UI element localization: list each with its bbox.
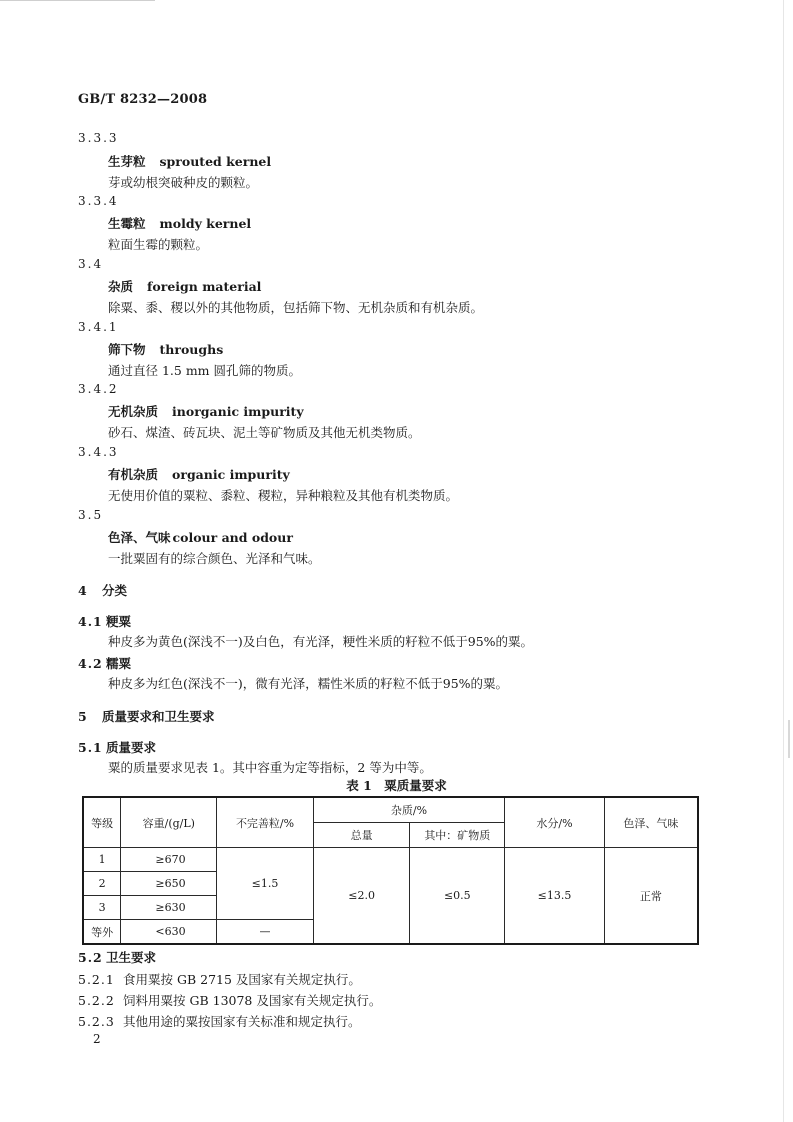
header-grade: 等级 xyxy=(83,797,121,848)
clause-heading xyxy=(78,612,131,630)
section-number: 5 xyxy=(78,709,87,724)
table-row xyxy=(83,848,698,872)
clause-number: 5.1 xyxy=(78,740,103,755)
term-en: moldy kernel xyxy=(159,216,252,231)
term-heading xyxy=(108,465,290,483)
sub-clause-text: 饲料用粟按 GB 13078 及国家有关规定执行。 xyxy=(123,993,382,1008)
section-title: 质量要求和卫生要求 xyxy=(102,709,215,724)
term-heading xyxy=(108,528,293,546)
term-definition: 无使用价值的粟粒、黍粒、稷粒，异种粮粒及其他有机类物质。 xyxy=(108,488,459,503)
term-zh: 色泽、气味 xyxy=(108,530,171,545)
quality-table xyxy=(82,796,699,945)
clause-text: 种皮多为红色(深浅不一)，微有光泽，糯性米质的籽粒不低于95%的粟。 xyxy=(108,676,509,691)
clause-title: 糯粟 xyxy=(106,656,132,671)
header-impurity: 杂质/% xyxy=(313,797,504,823)
clause-title: 卫生要求 xyxy=(106,950,157,965)
term-en: colour and odour xyxy=(172,530,293,545)
term-definition: 芽或幼根突破种皮的颗粒。 xyxy=(108,175,259,190)
term-zh: 生芽粒 xyxy=(108,154,146,169)
term-en: inorganic impurity xyxy=(172,404,304,419)
term-definition: 砂石、煤渣、砖瓦块、泥土等矿物质及其他无机类物质。 xyxy=(108,425,421,440)
header-colour-odour: 色泽、气味 xyxy=(604,797,698,848)
clause-text: 粟的质量要求见表 1。其中容重为定等指标，2 等为中等。 xyxy=(108,760,432,775)
term-zh: 杂质 xyxy=(108,279,134,294)
page-mark xyxy=(788,720,790,758)
cell-density: ≥650 xyxy=(121,872,217,896)
cell-moisture: ≤13.5 xyxy=(505,848,605,945)
header-density: 容重/(g/L) xyxy=(121,797,217,848)
term-zh: 筛下物 xyxy=(108,342,146,357)
clause-number: 3.3.4 xyxy=(78,194,119,208)
term-zh: 生霉粒 xyxy=(108,216,146,231)
sub-clause-number: 5.2.1 xyxy=(78,972,115,987)
clause-number: 3.5 xyxy=(78,508,104,522)
sub-clause xyxy=(78,970,361,988)
term-en: throughs xyxy=(159,342,224,357)
term-heading xyxy=(108,214,251,232)
section-number: 4 xyxy=(78,583,87,598)
term-heading xyxy=(108,152,271,170)
page-number: 2 xyxy=(93,1032,101,1046)
clause-heading xyxy=(78,738,156,756)
clause-text: 种皮多为黄色(深浅不一)及白色，有光泽，粳性米质的籽粒不低于95%的粟。 xyxy=(108,634,534,649)
term-en: organic impurity xyxy=(172,467,290,482)
term-zh: 有机杂质 xyxy=(108,467,159,482)
term-heading xyxy=(108,340,223,358)
page-edge xyxy=(783,0,784,1122)
cell-impurity-total: ≤2.0 xyxy=(313,848,410,945)
cell-grade: 等外 xyxy=(83,920,121,945)
section-heading xyxy=(78,581,127,599)
header-imperfect: 不完善粒/% xyxy=(217,797,314,848)
clause-number: 3.4.2 xyxy=(78,382,119,396)
term-zh: 无机杂质 xyxy=(108,404,159,419)
term-heading xyxy=(108,277,261,295)
cell-density: ≥630 xyxy=(121,896,217,920)
sub-clause-text: 食用粟按 GB 2715 及国家有关规定执行。 xyxy=(123,972,361,987)
sub-clause xyxy=(78,1012,361,1030)
term-definition: 粒面生霉的颗粒。 xyxy=(108,237,209,252)
sub-clause-number: 5.2.2 xyxy=(78,993,115,1008)
scan-line xyxy=(0,0,155,1)
clause-number: 3.3.3 xyxy=(78,131,119,145)
standard-number: GB/T 8232—2008 xyxy=(78,92,208,107)
section-title: 分类 xyxy=(102,583,128,598)
header-impurity-total: 总量 xyxy=(313,823,410,848)
clause-number: 4.1 xyxy=(78,614,103,629)
clause-number: 3.4 xyxy=(78,257,104,271)
cell-density: <630 xyxy=(121,920,217,945)
term-definition: 一批粟固有的综合颜色、光泽和气味。 xyxy=(108,551,321,566)
header-impurity-mineral: 其中：矿物质 xyxy=(410,823,505,848)
term-definition: 通过直径 1.5 mm 圆孔筛的物质。 xyxy=(108,363,302,378)
header-moisture: 水分/% xyxy=(505,797,605,848)
sub-clause-text: 其他用途的粟按国家有关标准和规定执行。 xyxy=(123,1014,361,1029)
clause-number: 3.4.1 xyxy=(78,320,119,334)
term-en: foreign material xyxy=(147,279,262,294)
clause-title: 质量要求 xyxy=(106,740,157,755)
term-en: sprouted kernel xyxy=(159,154,272,169)
term-definition: 除粟、黍、稷以外的其他物质，包括筛下物、无机杂质和有机杂质。 xyxy=(108,300,484,315)
cell-grade: 1 xyxy=(83,848,121,872)
cell-colour-odour: 正常 xyxy=(604,848,698,945)
cell-impurity-mineral: ≤0.5 xyxy=(410,848,505,945)
clause-number: 4.2 xyxy=(78,656,103,671)
clause-number: 5.2 xyxy=(78,950,103,965)
table-caption: 表 1 粟质量要求 xyxy=(346,778,447,793)
sub-clause xyxy=(78,991,381,1009)
cell-density: ≥670 xyxy=(121,848,217,872)
clause-number: 3.4.3 xyxy=(78,445,119,459)
cell-imperfect: ≤1.5 xyxy=(217,848,314,920)
cell-grade: 2 xyxy=(83,872,121,896)
sub-clause-number: 5.2.3 xyxy=(78,1014,115,1029)
clause-heading xyxy=(78,654,131,672)
cell-grade: 3 xyxy=(83,896,121,920)
clause-title: 粳粟 xyxy=(106,614,132,629)
term-heading xyxy=(108,402,304,420)
clause-heading xyxy=(78,948,156,966)
section-heading xyxy=(78,707,215,725)
cell-imperfect-outgrade: — xyxy=(217,920,314,945)
